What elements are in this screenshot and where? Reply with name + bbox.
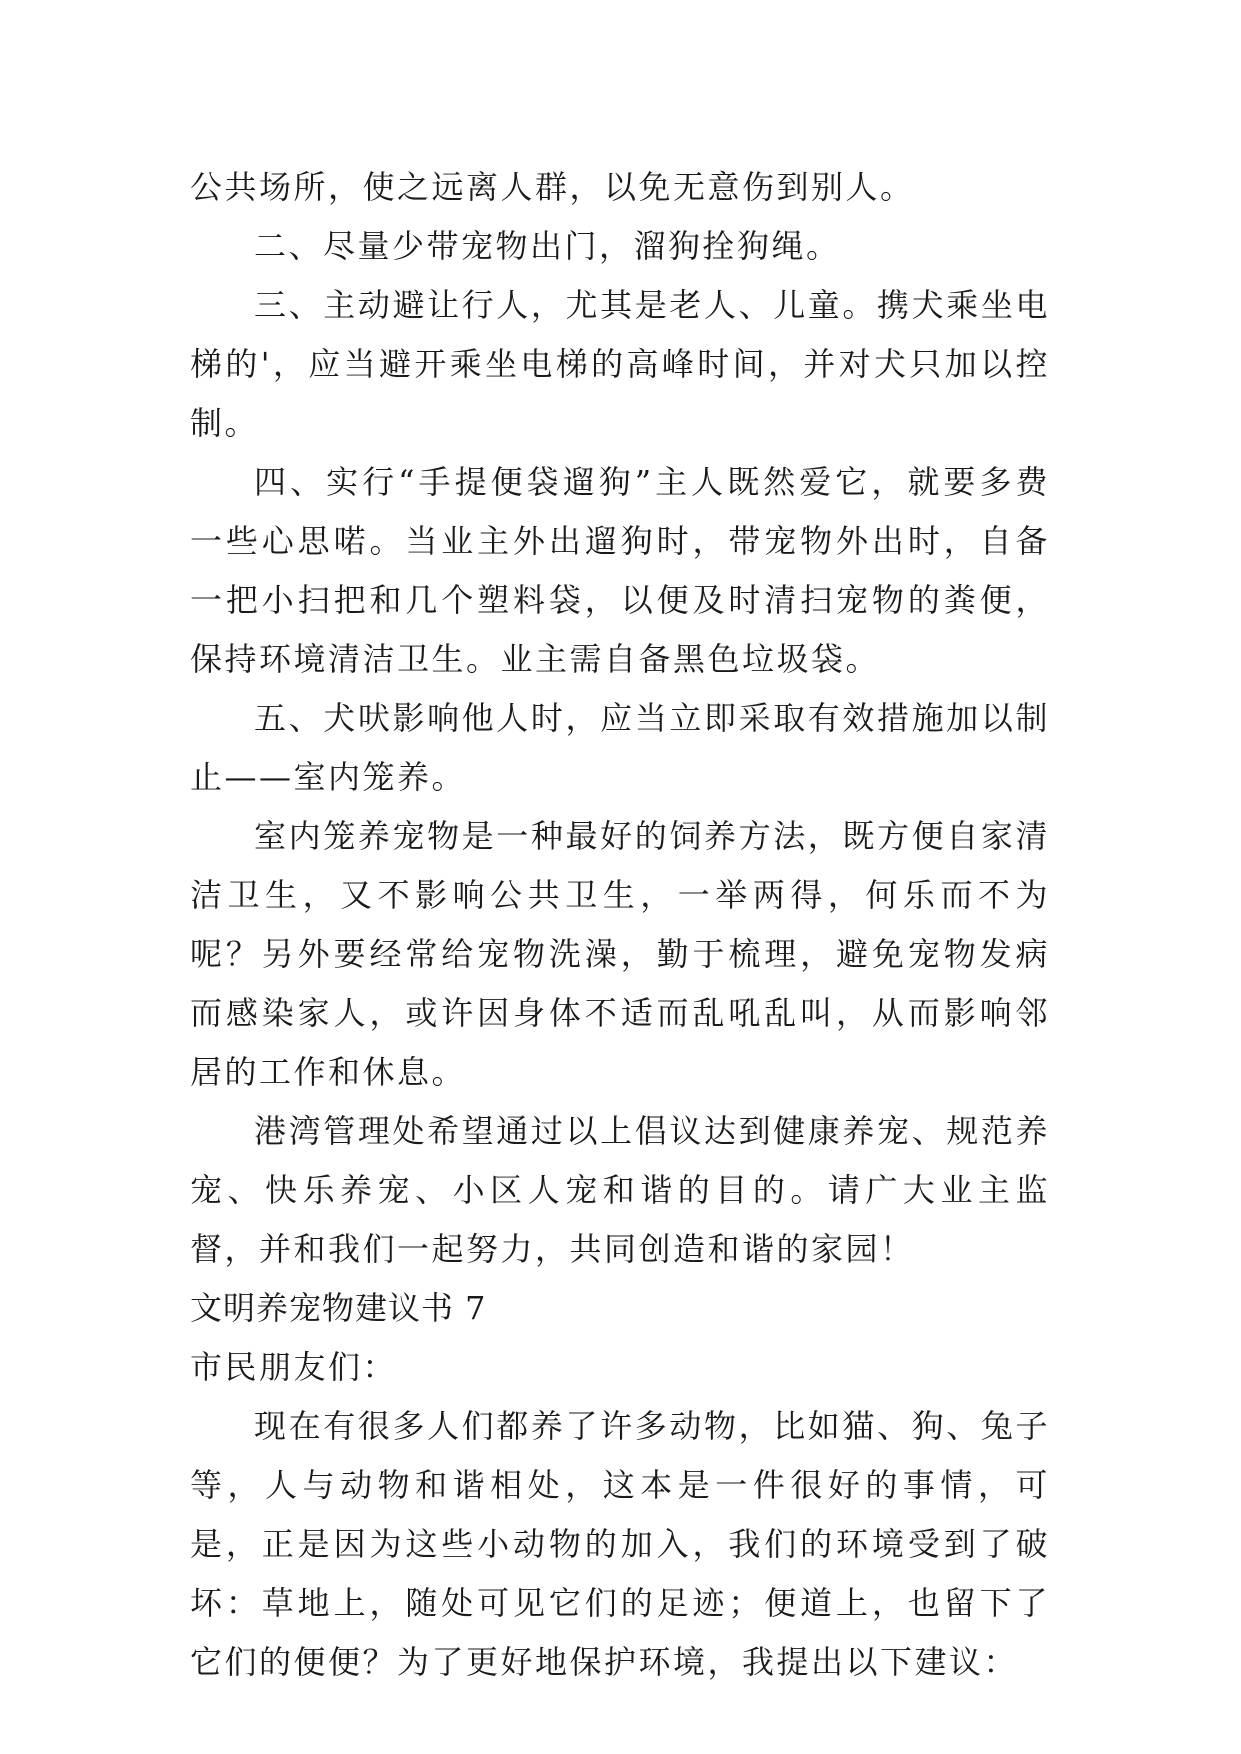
paragraph-closing: 港湾管理处希望通过以上倡议达到健康养宠、规范养宠、快乐养宠、小区人宠和谐的目的。请广大业主监督，并和我们一起努力，共同创造和谐的家园！ bbox=[190, 1112, 1050, 1268]
paragraph-item-5: 五、犬吠影响他人时，应当立即采取有效措施加以制止——室内笼养。 bbox=[190, 699, 1050, 796]
paragraph-item-3: 三、主动避让行人，尤其是老人、儿童。携犬乘坐电梯的'，应当避开乘坐电梯的高峰时间，并对犬只加以控制。 bbox=[190, 286, 1050, 442]
paragraph-item-2: 二、尽量少带宠物出门，溜狗拴狗绳。 bbox=[254, 227, 841, 265]
paragraph-cage-keeping: 室内笼养宠物是一种最好的饲养方法，既方便自家清洁卫生，又不影响公共卫生，一举两得，何乐而不为呢？另外要经常给宠物洗澡，勤于梳理，避免宠物发病而感染家人，或许因身体不适而乱吼乱叫，从而影响邻居的工作和休息。 bbox=[190, 817, 1050, 1091]
paragraph-item-4: 四、实行“手提便袋遛狗”主人既然爱它，就要多费一些心思喏。当业主外出遛狗时，带宠物外出时，自备一把小扫把和几个塑料袋，以便及时清扫宠物的粪便，保持环境清洁卫生。业主需自备黑色垃圾袋。 bbox=[190, 463, 1050, 678]
salutation: 市民朋友们： bbox=[190, 1348, 398, 1386]
paragraph-continuation: 公共场所，使之远离人群，以免无意伤到别人。 bbox=[190, 168, 915, 206]
section-title: 文明养宠物建议书 7 bbox=[190, 1289, 487, 1327]
document-body bbox=[190, 158, 1050, 1692]
paragraph-intro: 现在有很多人们都养了许多动物，比如猫、狗、兔子等，人与动物和谐相处，这本是一件很好的事情，可是，正是因为这些小动物的加入，我们的环境受到了破坏：草地上，随处可见它们的足迹；便道上，也留下了它们的便便？为了更好地保护环境，我提出以下建议： bbox=[190, 1407, 1050, 1681]
